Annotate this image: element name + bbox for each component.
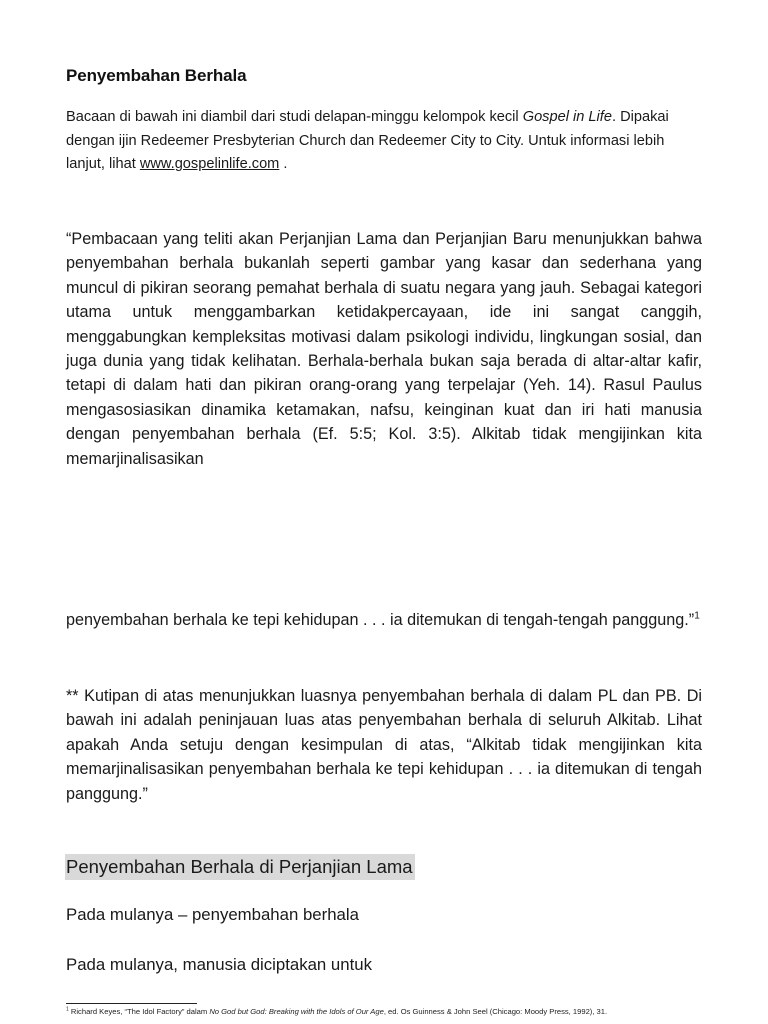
- quote-paragraph-continued: [66, 608, 702, 632]
- footnote-book-title: No God but God: Breaking with the Idols of Our Age: [209, 1007, 384, 1016]
- footnote-reference[interactable]: 1: [694, 610, 700, 622]
- intro-paragraph: [66, 106, 706, 177]
- footnote-text: Richard Keyes, “The Idol Factory” dalam: [68, 1007, 210, 1016]
- footnote-text-continued: , ed. Os Guinness & John Seel (Chicago: Moody Press, 1992), 31.: [383, 1007, 608, 1016]
- note-paragraph: ** Kutipan di atas menunjukkan luasnya penyembahan berhala di dalam PL dan PB. Di bawah ini adalah peninjauan luas atas penyembahan berhala di seluruh Alkitab. Lihat apakah Anda setuju dengan kesimpulan di atas, “Alkitab tidak mengijinkan kita memarjinalisasikan penyembahan berhala ke tepi kehidupan . . . ia ditemukan di tengah panggung.”: [66, 687, 702, 803]
- subheading-2: Pada mulanya, manusia diciptakan untuk: [66, 955, 372, 974]
- quote-paragraph: “Pembacaan yang teliti akan Perjanjian Lama dan Perjanjian Baru menunjukkan bahwa penyembahan berhala bukanlah seperti gambar yang kasar dan sederhana yang muncul di pikiran seorang pemahat berhala di suatu negara yang jauh. Sebagai kategori utama untuk menggambarkan ketidakpercayaan, ide ini sangat canggih, menggabungkan kempleksitas motivasi dalam psikologi individu, lingkungan sosial, dan juga dunia yang tidak kelihatan. Berhala-berhala bukan saja berada di altar-altar kafir, tetapi di dalam hati dan pikiran orang-orang yang terpelajar (Yeh. 14). Rasul Paulus mengasosiasikan dinamika ketamakan, nafsu, keinginan kuat dan iri hati manusia dengan penyembahan berhala (Ef. 5:5; Kol. 3:5). Alkitab tidak mengijinkan kita memarjinalisasikan: [66, 230, 702, 468]
- footnote-number: 1: [66, 1006, 69, 1013]
- intro-italic-title: Gospel in Life: [522, 109, 612, 125]
- quote-text-continued: penyembahan berhala ke tepi kehidupan . . . ia ditemukan di tengah-tengah panggung.”: [66, 611, 695, 629]
- footnote-separator: [66, 1003, 197, 1004]
- section-heading: Penyembahan Berhala di Perjanjian Lama: [65, 854, 415, 880]
- intro-text-continued: . Dipakai dengan ijin Redeemer Presbyterian Church dan Redeemer City to City. Untuk informasi lebih lanjut, lihat: [66, 109, 669, 172]
- page-title: Penyembahan Berhala: [66, 66, 247, 85]
- footnote: [66, 1007, 756, 1017]
- subheading-1: Pada mulanya – penyembahan berhala: [66, 905, 359, 924]
- intro-text: Bacaan di bawah ini diambil dari studi delapan-minggu kelompok kecil: [66, 109, 523, 125]
- intro-text-end: .: [279, 156, 288, 172]
- gospelinlife-link[interactable]: www.gospelinlife.com: [139, 156, 280, 172]
